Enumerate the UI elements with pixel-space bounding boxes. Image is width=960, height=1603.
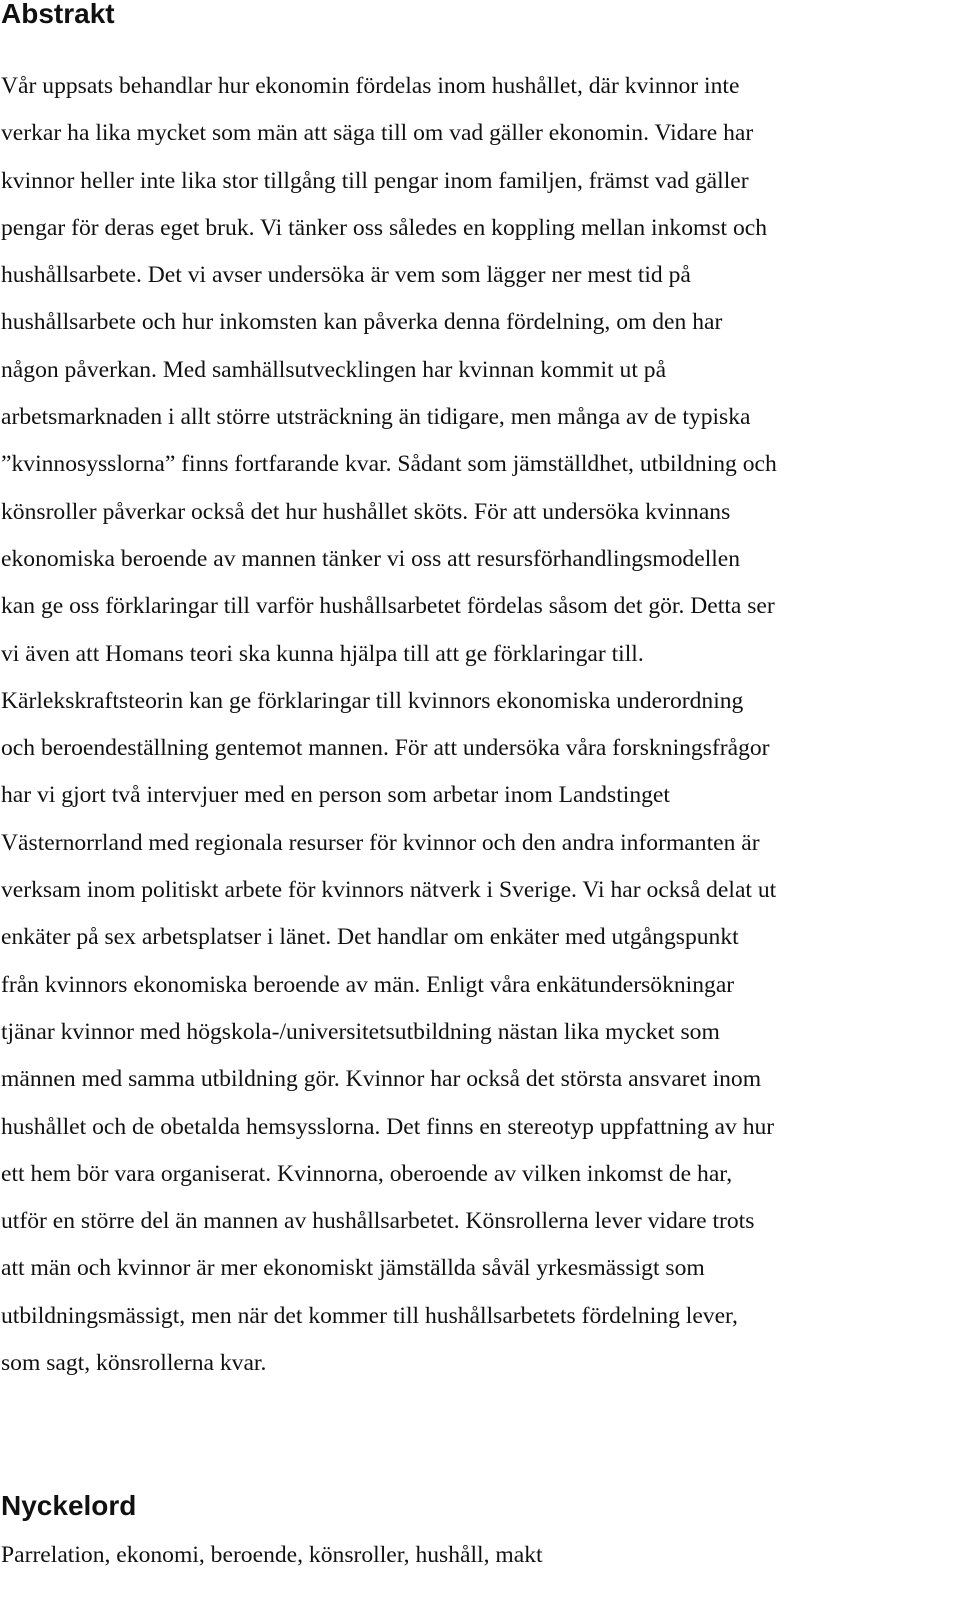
keywords-heading: Nyckelord: [1, 1490, 137, 1521]
keywords-text: Parrelation, ekonomi, beroende, könsroller, hushåll, makt: [1, 1542, 543, 1568]
abstract-text: Vår uppsats behandlar hur ekonomin fördelas inom hushållet, där kvinnor inte verkar ha lika mycket som män att säga till om vad gäller ekonomin. Vidare har kvinnor heller inte lika stor tillgång till pengar inom familjen, främst vad gäller pengar för deras eget bruk. Vi tänker oss således en koppling mellan inkomst och hushållsarbete. Det vi avser undersöka är vem som lägger ner mest tid på hushållsarbete och hur inkomsten kan påverka denna fördelning, om den har någon påverkan. Med samhällsutvecklingen har kvinnan kommit ut på arbetsmarknaden i allt större utsträckning än tidigare, men många av de typiska ”kvinnosysslorna” finns fortfarande kvar. Sådant som jämställdhet, utbildning och könsroller påverkar också det hur hushållet sköts. För att undersöka kvinnans ekonomiska beroende av mannen tänker vi oss att resursförhandlingsmodellen kan ge oss förklaringar till varför hushållsarbetet fördelas såsom det gör. Detta ser vi även att Homans teori ska kunna hjälpa till att ge förklaringar till. Kärlekskraftsteorin kan ge förklaringar till kvinnors ekonomiska underordning och beroendeställning gentemot mannen. För att undersöka våra forskningsfrågor har vi gjort två intervjuer med en person som arbetar inom Landstinget Västernorrland med regionala resurser för kvinnor och den andra informanten är verksam inom politiskt arbete för kvinnors nätverk i Sverige. Vi har också delat ut enkäter på sex arbetsplatser i länet. Det handlar om enkäter med utgångspunkt från kvinnors ekonomiska beroende av män. Enligt våra enkätundersökningar tjänar kvinnor med högskola-/universitetsutbildning nästan lika mycket som männen med samma utbildning gör. Kvinnor har också det största ansvaret inom hushållet och de obetalda hemsysslorna. Det finns en stereotyp uppfattning av hur ett hem bör vara organiserat. Kvinnorna, oberoende av vilken inkomst de har, utför en större del än mannen av hushållsarbetet. Könsrollerna lever vidare trots att män och kvinnor är mer ekonomiskt jämställda såväl yrkesmässigt som utbildningsmässigt, men när det kommer till hushållsarbetets fördelning lever, som sagt, könsrollerna kvar.: [1, 73, 777, 1377]
abstract-heading: Abstrakt: [1, 0, 115, 29]
